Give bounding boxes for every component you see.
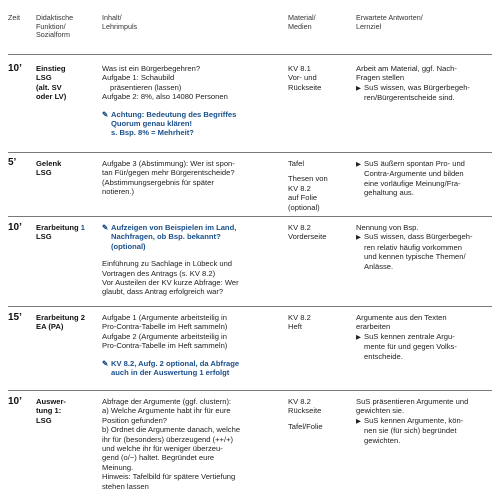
pencil-icon: ✎ bbox=[102, 358, 109, 368]
row-material: KV 8.1 Vor- und Rückseite bbox=[288, 64, 322, 92]
header-material: Material/ Medien bbox=[288, 13, 316, 31]
table-row bbox=[8, 59, 492, 151]
row-material: KV 8.2 Rückseite Tafel/Folie bbox=[288, 397, 323, 431]
row-divider bbox=[8, 152, 492, 153]
header-inhalt: Inhalt/ Lehrimpuls bbox=[102, 13, 138, 31]
row-time: 10’ bbox=[8, 222, 22, 233]
row-phase: Auswer- tung 1: LSG bbox=[36, 397, 66, 425]
row-expected: ▶ SuS äußern spontan Pro- und Contra-Argumente und bilden eine vorläufige Meinung/Fra- gehaltung aus. bbox=[356, 159, 465, 198]
header-phase: Didaktische Funktion/ Sozialform bbox=[36, 13, 74, 40]
row-content: Aufgabe 1 (Argumente arbeitsteilig in Pro-Contra-Tabelle im Heft sammeln) Aufgabe 2 (Argumente arbeitsteilig in Pro-Contra-Tabelle im Heft sammeln) ✎ KV 8.2, Aufg. 2 optional, da Abfrage auch in der Auswertung 1 erfolgt bbox=[102, 313, 288, 377]
row-expected: Arbeit am Material, ggf. Nach- Fragen stellen ▶ SuS wissen, was Bürgerbegeh- ren/Bürgerentscheide sind. bbox=[356, 64, 470, 103]
row-material: KV 8.2 Vorderseite bbox=[288, 223, 327, 242]
teacher-note: ✎ Achtung: Bedeutung des Begriffes Quorum genau klären! s. Bsp. 8% = Mehrheit? bbox=[102, 109, 237, 138]
row-content: Was ist ein Bürgerbegehren? Aufgabe 1: Schaubild präsentieren (lassen) Aufgabe 2: 8%, also 14080 Personen ✎ Achtung: Bedeutung des Begriffes Quorum genau klären! s. Bsp. 8% = Mehrheit? bbox=[102, 64, 288, 138]
row-phase: Erarbeitung 2 EA (PA) bbox=[36, 313, 85, 332]
row-expected: Argumente aus den Texten erarbeiten ▶ SuS kennen zentrale Argu- mente für und gegen Volks- entscheide. bbox=[356, 313, 457, 361]
arrow-right-icon: ▶ bbox=[356, 234, 361, 242]
row-phase: Gelenk LSG bbox=[36, 159, 62, 178]
row-phase: Erarbeitung 1 LSG bbox=[36, 223, 85, 242]
row-content: Abfrage der Argumente (ggf. clustern): a) Welche Argumente habt ihr für eure Position gefunden? b) Ordnet die Argumente danach, welche ihr für (besonders) überzeugend (++/+) und welche ihr für weniger überzeu- gend (o/−) haltet. Begründet eure Meinung. Hinweis: Tafelbild für spätere Vertiefung stehen lassen bbox=[102, 397, 241, 491]
table-row bbox=[8, 218, 492, 304]
pencil-icon: ✎ bbox=[102, 223, 109, 232]
row-expected: SuS präsentieren Argumente und gewichten sie. ▶ SuS kennen Argumente, kön- nen sie (für sich) begründet gewichten. bbox=[356, 397, 469, 445]
row-material: Tafel Thesen von KV 8.2 auf Folie (optional) bbox=[288, 159, 328, 212]
row-divider bbox=[8, 390, 492, 391]
header-zeit: Zeit bbox=[8, 13, 20, 22]
arrow-right-icon: ▶ bbox=[356, 417, 361, 425]
row-content: ✎ Aufzeigen von Beispielen im Land, Nachfragen, ob Bsp. bekannt? (optional) Einführung zu Sachlage in Lübeck und Vortragen des Antrags (s. KV 8.2) Vor Austeilen der KV kurze Abfrage: Wer glaubt, dass Antrag erfolgreich war? bbox=[102, 223, 288, 297]
header-antwort: Erwartete Antworten/ Lernziel bbox=[356, 13, 423, 31]
row-divider bbox=[8, 54, 492, 55]
teacher-note: ✎ Aufzeigen von Beispielen im Land, Nachfragen, ob Bsp. bekannt? (optional) bbox=[102, 223, 237, 251]
row-time: 5’ bbox=[8, 157, 17, 168]
row-content: Aufgabe 3 (Abstimmung): Wer ist spon- tan Für/gegen mehr Bürgerentscheide? (Abstimmungsergebnis für später notieren.) bbox=[102, 159, 235, 197]
table-row bbox=[8, 392, 492, 496]
arrow-right-icon: ▶ bbox=[356, 84, 361, 92]
arrow-right-icon: ▶ bbox=[356, 333, 361, 341]
table-row bbox=[8, 154, 492, 214]
row-time: 10’ bbox=[8, 63, 22, 74]
pencil-icon: ✎ bbox=[102, 109, 109, 119]
table-header bbox=[8, 6, 492, 54]
teacher-note: ✎ KV 8.2, Aufg. 2 optional, da Abfrage auch in der Auswertung 1 erfolgt bbox=[102, 358, 240, 378]
row-time: 10’ bbox=[8, 396, 22, 407]
arrow-right-icon: ▶ bbox=[356, 161, 361, 168]
row-phase: Einstieg LSG (alt. SV oder LV) bbox=[36, 64, 67, 102]
row-divider bbox=[8, 216, 492, 217]
table-row bbox=[8, 308, 492, 388]
row-divider bbox=[8, 306, 492, 307]
row-material: KV 8.2 Heft bbox=[288, 313, 311, 332]
row-time: 15’ bbox=[8, 312, 22, 323]
row-expected: Nennung von Bsp. ▶ SuS wissen, dass Bürgerbegeh- ren relativ häufig vorkommen und kennen typische Themen/ Anlässe. bbox=[356, 223, 473, 271]
